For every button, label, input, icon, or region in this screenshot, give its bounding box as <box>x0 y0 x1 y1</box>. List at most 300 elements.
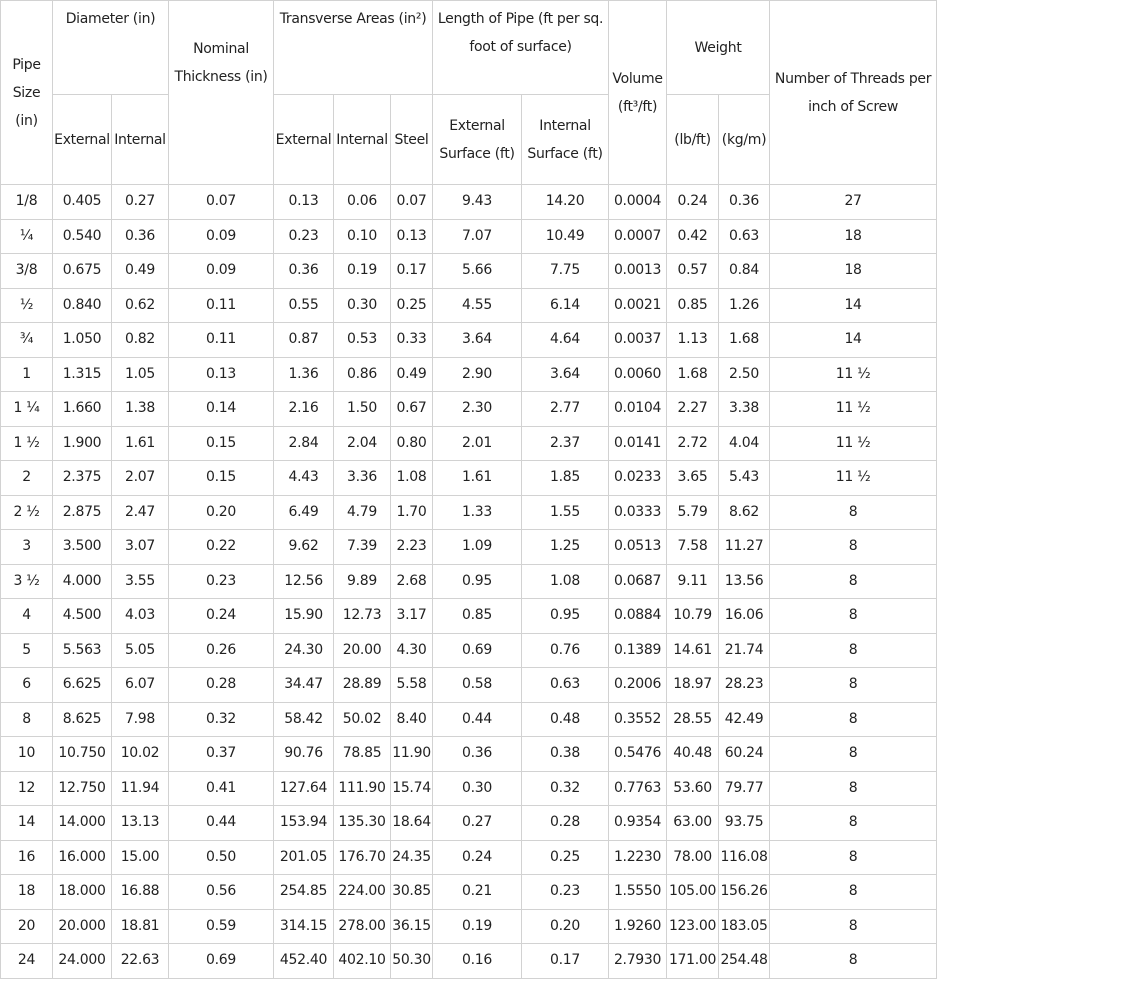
cell-nominal-thickness: 0.07 <box>169 185 274 220</box>
cell-diameter-internal: 1.38 <box>112 392 169 427</box>
cell-area-external: 2.84 <box>274 426 334 461</box>
cell-weight-lb: 105.00 <box>667 875 719 910</box>
cell-weight-kg: 254.48 <box>719 944 770 979</box>
cell-threads-per-inch: 14 <box>770 323 937 358</box>
cell-area-internal: 176.70 <box>334 840 391 875</box>
cell-weight-kg: 0.36 <box>719 185 770 220</box>
cell-weight-kg: 21.74 <box>719 633 770 668</box>
header-length-of-pipe: Length of Pipe (ft per sq. foot of surface) <box>433 1 609 95</box>
cell-volume: 0.0013 <box>609 254 667 289</box>
cell-weight-kg: 0.63 <box>719 219 770 254</box>
cell-diameter-external: 3.500 <box>53 530 112 565</box>
cell-external-surface: 7.07 <box>433 219 522 254</box>
cell-area-external: 0.36 <box>274 254 334 289</box>
cell-area-steel: 11.90 <box>391 737 433 772</box>
cell-diameter-external: 1.900 <box>53 426 112 461</box>
cell-weight-lb: 3.65 <box>667 461 719 496</box>
cell-diameter-internal: 0.49 <box>112 254 169 289</box>
cell-nominal-thickness: 0.26 <box>169 633 274 668</box>
cell-external-surface: 0.19 <box>433 909 522 944</box>
cell-area-steel: 24.35 <box>391 840 433 875</box>
cell-area-internal: 1.50 <box>334 392 391 427</box>
cell-area-internal: 3.36 <box>334 461 391 496</box>
cell-pipe-size: 14 <box>1 806 53 841</box>
cell-weight-lb: 123.00 <box>667 909 719 944</box>
cell-weight-lb: 2.27 <box>667 392 719 427</box>
cell-weight-lb: 40.48 <box>667 737 719 772</box>
cell-diameter-external: 1.660 <box>53 392 112 427</box>
cell-diameter-internal: 3.55 <box>112 564 169 599</box>
cell-volume: 1.5550 <box>609 875 667 910</box>
cell-pipe-size: 5 <box>1 633 53 668</box>
cell-area-internal: 0.10 <box>334 219 391 254</box>
cell-diameter-external: 1.050 <box>53 323 112 358</box>
cell-volume: 0.0037 <box>609 323 667 358</box>
cell-external-surface: 0.27 <box>433 806 522 841</box>
cell-area-steel: 15.74 <box>391 771 433 806</box>
cell-area-internal: 78.85 <box>334 737 391 772</box>
cell-diameter-internal: 16.88 <box>112 875 169 910</box>
cell-area-external: 34.47 <box>274 668 334 703</box>
cell-area-internal: 0.53 <box>334 323 391 358</box>
cell-weight-kg: 60.24 <box>719 737 770 772</box>
cell-threads-per-inch: 8 <box>770 702 937 737</box>
cell-pipe-size: 12 <box>1 771 53 806</box>
cell-area-internal: 9.89 <box>334 564 391 599</box>
cell-area-steel: 0.07 <box>391 185 433 220</box>
header-external-surface: External Surface (ft) <box>433 95 522 185</box>
cell-threads-per-inch: 8 <box>770 668 937 703</box>
cell-diameter-internal: 3.07 <box>112 530 169 565</box>
cell-area-external: 0.87 <box>274 323 334 358</box>
cell-pipe-size: 3 ½ <box>1 564 53 599</box>
cell-external-surface: 9.43 <box>433 185 522 220</box>
cell-internal-surface: 14.20 <box>522 185 609 220</box>
cell-diameter-external: 6.625 <box>53 668 112 703</box>
cell-threads-per-inch: 11 ½ <box>770 392 937 427</box>
cell-threads-per-inch: 27 <box>770 185 937 220</box>
cell-volume: 1.2230 <box>609 840 667 875</box>
cell-threads-per-inch: 8 <box>770 944 937 979</box>
cell-nominal-thickness: 0.41 <box>169 771 274 806</box>
cell-diameter-internal: 6.07 <box>112 668 169 703</box>
cell-weight-lb: 5.79 <box>667 495 719 530</box>
cell-pipe-size: 16 <box>1 840 53 875</box>
cell-volume: 0.0513 <box>609 530 667 565</box>
cell-internal-surface: 0.95 <box>522 599 609 634</box>
cell-diameter-internal: 4.03 <box>112 599 169 634</box>
cell-volume: 0.2006 <box>609 668 667 703</box>
cell-diameter-external: 14.000 <box>53 806 112 841</box>
cell-area-steel: 1.70 <box>391 495 433 530</box>
cell-area-external: 452.40 <box>274 944 334 979</box>
cell-diameter-internal: 10.02 <box>112 737 169 772</box>
cell-pipe-size: 24 <box>1 944 53 979</box>
header-area-internal: Internal <box>334 95 391 185</box>
header-pipe-size: Pipe Size (in) <box>1 1 53 185</box>
cell-internal-surface: 0.76 <box>522 633 609 668</box>
cell-internal-surface: 7.75 <box>522 254 609 289</box>
cell-volume: 0.0104 <box>609 392 667 427</box>
cell-diameter-internal: 5.05 <box>112 633 169 668</box>
cell-threads-per-inch: 8 <box>770 909 937 944</box>
cell-weight-lb: 53.60 <box>667 771 719 806</box>
cell-area-steel: 0.49 <box>391 357 433 392</box>
cell-area-internal: 278.00 <box>334 909 391 944</box>
cell-area-internal: 0.86 <box>334 357 391 392</box>
cell-weight-lb: 1.68 <box>667 357 719 392</box>
cell-volume: 0.0884 <box>609 599 667 634</box>
cell-weight-kg: 79.77 <box>719 771 770 806</box>
cell-external-surface: 0.58 <box>433 668 522 703</box>
table-row <box>1 185 937 220</box>
cell-volume: 1.9260 <box>609 909 667 944</box>
cell-nominal-thickness: 0.37 <box>169 737 274 772</box>
header-area-external: External <box>274 95 334 185</box>
cell-external-surface: 2.01 <box>433 426 522 461</box>
cell-area-internal: 0.06 <box>334 185 391 220</box>
header-diameter-internal: Internal <box>112 95 169 185</box>
cell-volume: 0.0060 <box>609 357 667 392</box>
table-row <box>1 288 937 323</box>
cell-volume: 0.7763 <box>609 771 667 806</box>
cell-internal-surface: 0.17 <box>522 944 609 979</box>
cell-diameter-external: 4.000 <box>53 564 112 599</box>
cell-internal-surface: 3.64 <box>522 357 609 392</box>
header-diameter: Diameter (in) <box>53 1 169 95</box>
cell-volume: 0.0687 <box>609 564 667 599</box>
header-weight: Weight <box>667 1 770 95</box>
cell-pipe-size: 6 <box>1 668 53 703</box>
cell-diameter-internal: 15.00 <box>112 840 169 875</box>
cell-internal-surface: 0.32 <box>522 771 609 806</box>
cell-weight-kg: 4.04 <box>719 426 770 461</box>
cell-area-internal: 50.02 <box>334 702 391 737</box>
cell-pipe-size: 18 <box>1 875 53 910</box>
cell-external-surface: 2.30 <box>433 392 522 427</box>
header-weight-kg: (kg/m) <box>719 95 770 185</box>
table-row <box>1 840 937 875</box>
header-transverse-areas: Transverse Areas (in²) <box>274 1 433 95</box>
cell-external-surface: 0.30 <box>433 771 522 806</box>
cell-weight-kg: 0.84 <box>719 254 770 289</box>
cell-weight-kg: 5.43 <box>719 461 770 496</box>
cell-internal-surface: 0.23 <box>522 875 609 910</box>
table-row <box>1 323 937 358</box>
cell-nominal-thickness: 0.09 <box>169 219 274 254</box>
cell-internal-surface: 0.63 <box>522 668 609 703</box>
cell-area-steel: 0.67 <box>391 392 433 427</box>
cell-weight-lb: 28.55 <box>667 702 719 737</box>
cell-diameter-external: 2.375 <box>53 461 112 496</box>
cell-internal-surface: 10.49 <box>522 219 609 254</box>
cell-weight-kg: 183.05 <box>719 909 770 944</box>
cell-diameter-internal: 13.13 <box>112 806 169 841</box>
cell-threads-per-inch: 8 <box>770 875 937 910</box>
cell-area-external: 153.94 <box>274 806 334 841</box>
cell-internal-surface: 2.37 <box>522 426 609 461</box>
cell-diameter-internal: 22.63 <box>112 944 169 979</box>
cell-weight-lb: 2.72 <box>667 426 719 461</box>
cell-diameter-external: 1.315 <box>53 357 112 392</box>
cell-pipe-size: 2 ½ <box>1 495 53 530</box>
cell-internal-surface: 0.28 <box>522 806 609 841</box>
cell-diameter-internal: 1.05 <box>112 357 169 392</box>
cell-weight-kg: 116.08 <box>719 840 770 875</box>
cell-area-external: 0.55 <box>274 288 334 323</box>
cell-threads-per-inch: 8 <box>770 633 937 668</box>
cell-nominal-thickness: 0.15 <box>169 461 274 496</box>
table-row <box>1 702 937 737</box>
cell-volume: 0.9354 <box>609 806 667 841</box>
cell-area-steel: 0.25 <box>391 288 433 323</box>
cell-external-surface: 0.21 <box>433 875 522 910</box>
cell-diameter-internal: 0.27 <box>112 185 169 220</box>
cell-threads-per-inch: 11 ½ <box>770 426 937 461</box>
cell-area-external: 90.76 <box>274 737 334 772</box>
table-row <box>1 668 937 703</box>
cell-external-surface: 0.24 <box>433 840 522 875</box>
cell-volume: 0.0233 <box>609 461 667 496</box>
cell-diameter-internal: 2.07 <box>112 461 169 496</box>
cell-external-surface: 2.90 <box>433 357 522 392</box>
cell-volume: 0.3552 <box>609 702 667 737</box>
cell-diameter-external: 5.563 <box>53 633 112 668</box>
cell-area-external: 15.90 <box>274 599 334 634</box>
cell-internal-surface: 1.85 <box>522 461 609 496</box>
cell-pipe-size: ½ <box>1 288 53 323</box>
cell-internal-surface: 1.25 <box>522 530 609 565</box>
cell-area-external: 12.56 <box>274 564 334 599</box>
cell-pipe-size: ¾ <box>1 323 53 358</box>
cell-external-surface: 0.85 <box>433 599 522 634</box>
cell-diameter-external: 0.675 <box>53 254 112 289</box>
cell-diameter-external: 8.625 <box>53 702 112 737</box>
cell-external-surface: 0.44 <box>433 702 522 737</box>
cell-weight-lb: 0.85 <box>667 288 719 323</box>
cell-pipe-size: 1 ½ <box>1 426 53 461</box>
cell-external-surface: 5.66 <box>433 254 522 289</box>
cell-area-internal: 135.30 <box>334 806 391 841</box>
cell-internal-surface: 0.48 <box>522 702 609 737</box>
cell-area-internal: 111.90 <box>334 771 391 806</box>
cell-external-surface: 1.09 <box>433 530 522 565</box>
cell-area-steel: 18.64 <box>391 806 433 841</box>
cell-threads-per-inch: 18 <box>770 219 937 254</box>
cell-pipe-size: 4 <box>1 599 53 634</box>
cell-area-external: 9.62 <box>274 530 334 565</box>
cell-weight-lb: 10.79 <box>667 599 719 634</box>
cell-internal-surface: 1.55 <box>522 495 609 530</box>
table-row <box>1 909 937 944</box>
table-row <box>1 564 937 599</box>
cell-area-steel: 2.23 <box>391 530 433 565</box>
cell-weight-lb: 1.13 <box>667 323 719 358</box>
cell-pipe-size: 1 <box>1 357 53 392</box>
cell-weight-kg: 3.38 <box>719 392 770 427</box>
cell-weight-lb: 9.11 <box>667 564 719 599</box>
cell-area-steel: 8.40 <box>391 702 433 737</box>
cell-diameter-internal: 0.82 <box>112 323 169 358</box>
cell-weight-lb: 14.61 <box>667 633 719 668</box>
cell-nominal-thickness: 0.24 <box>169 599 274 634</box>
cell-diameter-internal: 0.62 <box>112 288 169 323</box>
cell-pipe-size: ¼ <box>1 219 53 254</box>
cell-diameter-internal: 7.98 <box>112 702 169 737</box>
cell-external-surface: 1.61 <box>433 461 522 496</box>
header-nominal-thickness: Nominal Thickness (in) <box>169 1 274 185</box>
cell-threads-per-inch: 8 <box>770 564 937 599</box>
cell-pipe-size: 3/8 <box>1 254 53 289</box>
cell-threads-per-inch: 8 <box>770 599 937 634</box>
table-row <box>1 495 937 530</box>
header-area-steel: Steel <box>391 95 433 185</box>
cell-nominal-thickness: 0.09 <box>169 254 274 289</box>
cell-nominal-thickness: 0.59 <box>169 909 274 944</box>
table-row <box>1 530 937 565</box>
cell-internal-surface: 6.14 <box>522 288 609 323</box>
cell-weight-kg: 13.56 <box>719 564 770 599</box>
cell-area-internal: 12.73 <box>334 599 391 634</box>
table-row <box>1 254 937 289</box>
cell-weight-kg: 2.50 <box>719 357 770 392</box>
cell-nominal-thickness: 0.56 <box>169 875 274 910</box>
cell-diameter-internal: 1.61 <box>112 426 169 461</box>
cell-diameter-external: 16.000 <box>53 840 112 875</box>
cell-weight-lb: 78.00 <box>667 840 719 875</box>
cell-pipe-size: 8 <box>1 702 53 737</box>
header-threads: Number of Threads per inch of Screw <box>770 1 937 185</box>
cell-diameter-external: 2.875 <box>53 495 112 530</box>
table-row <box>1 737 937 772</box>
cell-threads-per-inch: 18 <box>770 254 937 289</box>
cell-threads-per-inch: 14 <box>770 288 937 323</box>
header-internal-surface: Internal Surface (ft) <box>522 95 609 185</box>
cell-nominal-thickness: 0.28 <box>169 668 274 703</box>
cell-threads-per-inch: 11 ½ <box>770 461 937 496</box>
table-row <box>1 461 937 496</box>
cell-area-internal: 7.39 <box>334 530 391 565</box>
cell-weight-lb: 18.97 <box>667 668 719 703</box>
cell-external-surface: 0.16 <box>433 944 522 979</box>
cell-weight-kg: 1.68 <box>719 323 770 358</box>
table-row <box>1 357 937 392</box>
cell-internal-surface: 4.64 <box>522 323 609 358</box>
cell-area-external: 0.13 <box>274 185 334 220</box>
table-body <box>1 185 937 979</box>
cell-diameter-external: 4.500 <box>53 599 112 634</box>
cell-threads-per-inch: 8 <box>770 495 937 530</box>
table-row <box>1 806 937 841</box>
cell-area-steel: 50.30 <box>391 944 433 979</box>
cell-volume: 0.0007 <box>609 219 667 254</box>
header-diameter-external: External <box>53 95 112 185</box>
cell-threads-per-inch: 8 <box>770 530 937 565</box>
cell-nominal-thickness: 0.44 <box>169 806 274 841</box>
cell-weight-kg: 93.75 <box>719 806 770 841</box>
cell-volume: 0.0333 <box>609 495 667 530</box>
table-row <box>1 771 937 806</box>
cell-area-steel: 0.17 <box>391 254 433 289</box>
cell-area-internal: 20.00 <box>334 633 391 668</box>
cell-area-external: 314.15 <box>274 909 334 944</box>
table-header <box>1 1 937 185</box>
table-row <box>1 875 937 910</box>
cell-area-external: 6.49 <box>274 495 334 530</box>
cell-diameter-external: 18.000 <box>53 875 112 910</box>
cell-volume: 0.0004 <box>609 185 667 220</box>
cell-nominal-thickness: 0.14 <box>169 392 274 427</box>
cell-internal-surface: 0.38 <box>522 737 609 772</box>
cell-nominal-thickness: 0.50 <box>169 840 274 875</box>
cell-area-internal: 28.89 <box>334 668 391 703</box>
cell-volume: 2.7930 <box>609 944 667 979</box>
cell-volume: 0.1389 <box>609 633 667 668</box>
cell-external-surface: 0.95 <box>433 564 522 599</box>
cell-weight-lb: 0.42 <box>667 219 719 254</box>
table-row <box>1 599 937 634</box>
cell-diameter-internal: 18.81 <box>112 909 169 944</box>
cell-weight-kg: 8.62 <box>719 495 770 530</box>
cell-volume: 0.0021 <box>609 288 667 323</box>
cell-weight-lb: 0.24 <box>667 185 719 220</box>
cell-nominal-thickness: 0.15 <box>169 426 274 461</box>
cell-area-internal: 0.30 <box>334 288 391 323</box>
cell-threads-per-inch: 11 ½ <box>770 357 937 392</box>
cell-pipe-size: 20 <box>1 909 53 944</box>
cell-area-steel: 1.08 <box>391 461 433 496</box>
cell-nominal-thickness: 0.13 <box>169 357 274 392</box>
table-row <box>1 633 937 668</box>
table-row <box>1 944 937 979</box>
cell-weight-kg: 42.49 <box>719 702 770 737</box>
cell-external-surface: 0.69 <box>433 633 522 668</box>
cell-pipe-size: 2 <box>1 461 53 496</box>
cell-weight-lb: 7.58 <box>667 530 719 565</box>
cell-diameter-external: 24.000 <box>53 944 112 979</box>
cell-area-steel: 5.58 <box>391 668 433 703</box>
cell-threads-per-inch: 8 <box>770 840 937 875</box>
cell-external-surface: 0.36 <box>433 737 522 772</box>
cell-area-steel: 0.13 <box>391 219 433 254</box>
cell-nominal-thickness: 0.11 <box>169 323 274 358</box>
cell-weight-lb: 171.00 <box>667 944 719 979</box>
table-row <box>1 392 937 427</box>
cell-diameter-external: 0.540 <box>53 219 112 254</box>
cell-weight-lb: 0.57 <box>667 254 719 289</box>
cell-volume: 0.0141 <box>609 426 667 461</box>
cell-area-steel: 3.17 <box>391 599 433 634</box>
cell-volume: 0.5476 <box>609 737 667 772</box>
cell-area-internal: 2.04 <box>334 426 391 461</box>
cell-external-surface: 3.64 <box>433 323 522 358</box>
cell-internal-surface: 0.20 <box>522 909 609 944</box>
cell-area-internal: 4.79 <box>334 495 391 530</box>
cell-threads-per-inch: 8 <box>770 737 937 772</box>
cell-nominal-thickness: 0.69 <box>169 944 274 979</box>
cell-area-steel: 0.33 <box>391 323 433 358</box>
cell-area-external: 127.64 <box>274 771 334 806</box>
cell-weight-kg: 156.26 <box>719 875 770 910</box>
cell-pipe-size: 3 <box>1 530 53 565</box>
cell-area-external: 254.85 <box>274 875 334 910</box>
cell-area-external: 1.36 <box>274 357 334 392</box>
cell-diameter-internal: 11.94 <box>112 771 169 806</box>
cell-diameter-internal: 2.47 <box>112 495 169 530</box>
cell-threads-per-inch: 8 <box>770 806 937 841</box>
cell-area-steel: 0.80 <box>391 426 433 461</box>
cell-internal-surface: 1.08 <box>522 564 609 599</box>
